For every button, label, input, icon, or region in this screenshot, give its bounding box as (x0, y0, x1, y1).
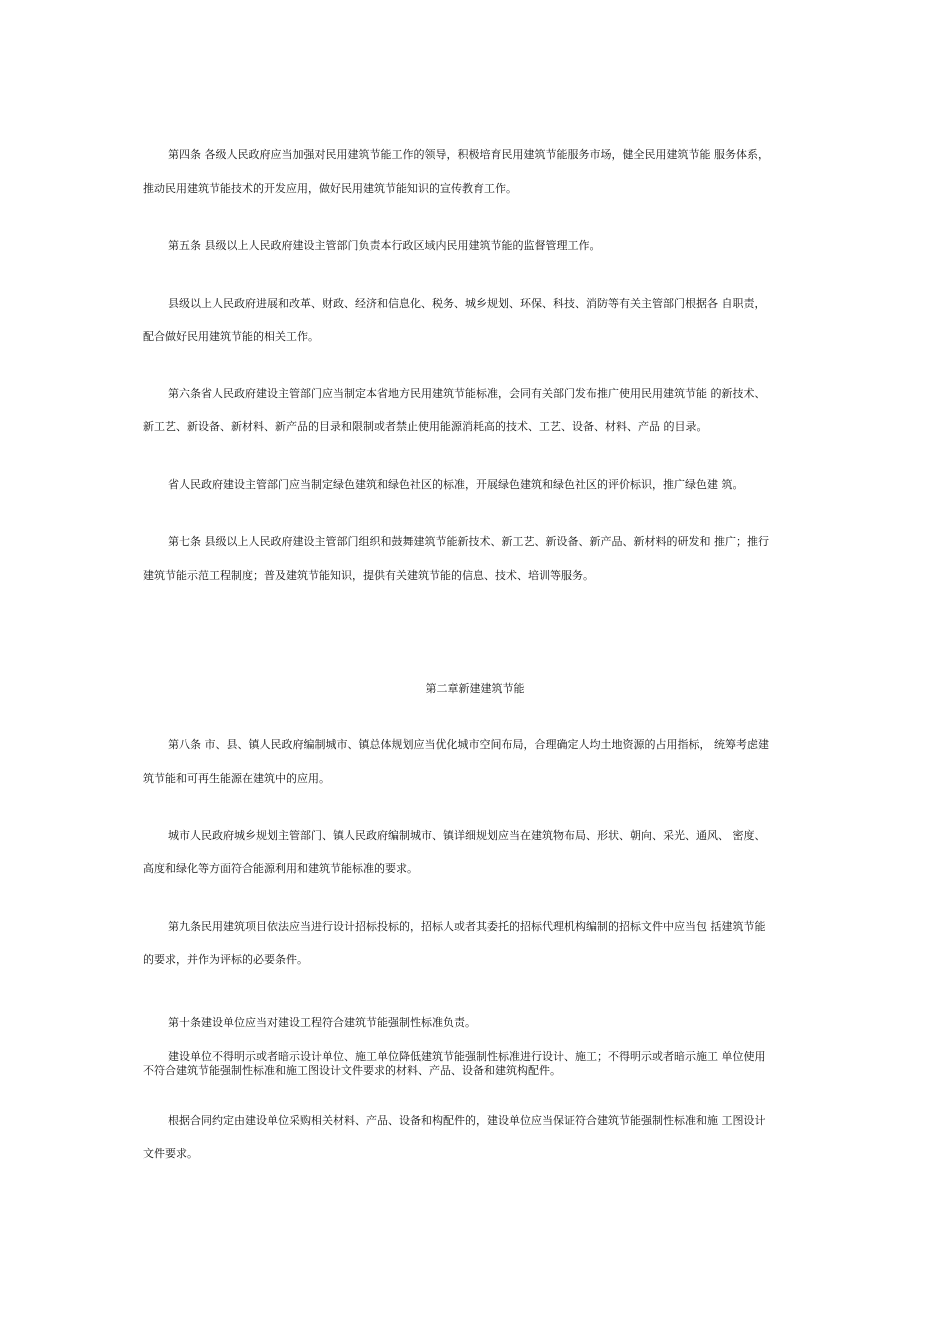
article-5b-line-2: 配合做好民用建筑节能的相关工作。 (143, 330, 319, 343)
article-10c-line-2: 文件要求。 (143, 1147, 198, 1160)
article-5b-line-1: 县级以上人民政府进展和改革、财政、经济和信息化、税务、城乡规划、环保、科技、消防等有关主管部门根据各 自职责， (168, 297, 766, 310)
article-4-line-1: 第四条 各级人民政府应当加强对民用建筑节能工作的领导，积极培育民用建筑节能服务市场，健全民用建筑节能 服务体系， (168, 148, 769, 161)
article-6-line-2: 新工艺、新设备、新材料、新产品的目录和限制或者禁止使用能源消耗高的技术、工艺、设备、材料、产品 的目录。 (143, 420, 708, 433)
article-9-line-1: 第九条民用建筑项目依法应当进行设计招标投标的，招标人或者其委托的招标代理机构编制的招标文件中应当包 括建筑节能 (168, 920, 766, 933)
article-8b-line-1: 城市人民政府城乡规划主管部门、镇人民政府编制城市、镇详细规划应当在建筑物布局、形状、朝向、采光、通风、 密度、 (168, 829, 766, 842)
article-4-line-2: 推动民用建筑节能技术的开发应用，做好民用建筑节能知识的宣传教育工作。 (143, 182, 517, 195)
article-7-line-1: 第七条 县级以上人民政府建设主管部门组织和鼓舞建筑节能新技术、新工艺、新设备、新产品、新材料的研发和 推广；推行 (168, 535, 769, 548)
article-9-line-2: 的要求，并作为评标的必要条件。 (143, 953, 308, 966)
article-8-line-1: 第八条 市、县、镇人民政府编制城市、镇总体规划应当优化城市空间布局，合理确定人均土地资源的占用指标， 统筹考虑建 (168, 738, 769, 751)
article-5-line-1: 第五条 县级以上人民政府建设主管部门负责本行政区域内民用建筑节能的监督管理工作。 (168, 239, 601, 252)
article-8-line-2: 筑节能和可再生能源在建筑中的应用。 (143, 772, 330, 785)
article-10b-line-2: 不符合建筑节能强制性标准和施工图设计文件要求的材料、产品、设备和建筑构配件。 (143, 1064, 561, 1077)
article-6b-line-1: 省人民政府建设主管部门应当制定绿色建筑和绿色社区的标准，开展绿色建筑和绿色社区的评价标识，推广绿色建 筑。 (168, 478, 744, 491)
article-6-line-1: 第六条省人民政府建设主管部门应当制定本省地方民用建筑节能标准，会同有关部门发布推广使用民用建筑节能 的新技术、 (168, 387, 766, 400)
article-10b-line-1: 建设单位不得明示或者暗示设计单位、施工单位降低建筑节能强制性标准进行设计、施工；不得明示或者暗示施工 单位使用 (168, 1050, 766, 1063)
article-8b-line-2: 高度和绿化等方面符合能源利用和建筑节能标准的要求。 (143, 862, 418, 875)
article-10b-paragraph (143, 1050, 813, 1078)
article-7-line-2: 建筑节能示范工程制度；普及建筑节能知识，提供有关建筑节能的信息、技术、培训等服务。 (143, 569, 594, 582)
chapter-2-title: 第二章新建建筑节能 (425, 682, 525, 695)
article-10c-line-1: 根据合同约定由建设单位采购相关材料、产品、设备和构配件的，建设单位应当保证符合建筑节能强制性标准和施 工图设计 (168, 1114, 766, 1127)
article-10-line-1: 第十条建设单位应当对建设工程符合建筑节能强制性标准负责。 (168, 1016, 476, 1029)
